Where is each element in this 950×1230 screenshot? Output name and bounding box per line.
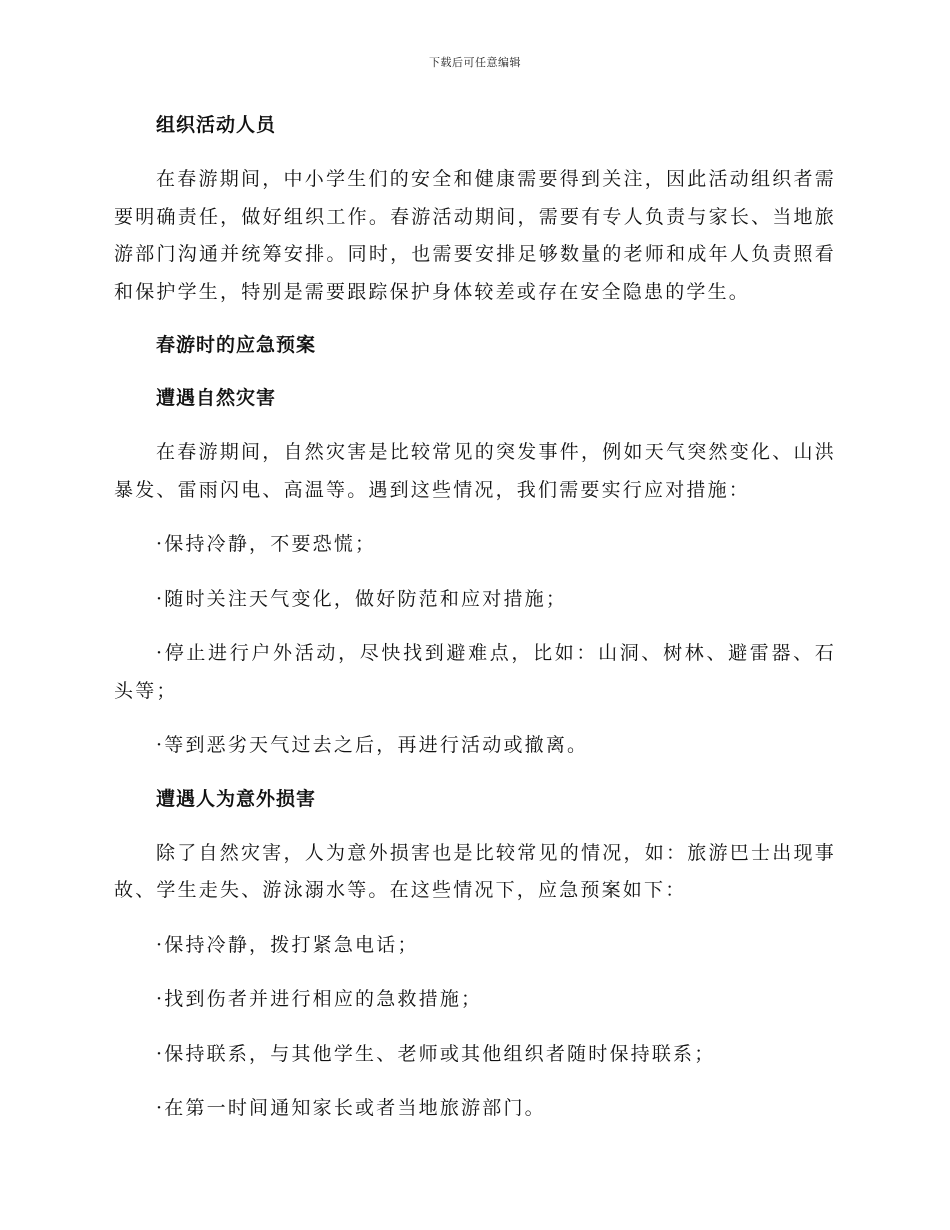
paragraph-human-accident: 除了自然灾害，人为意外损害也是比较常见的情况，如：旅游巴士出现事故、学生走失、游泳溺水等。在这些情况下，应急预案如下： xyxy=(114,841,836,901)
document-body xyxy=(114,108,836,1145)
list-item-natural-2: ·随时关注天气变化，做好防范和应对措施； xyxy=(156,587,568,610)
list-item-natural-3: ·停止进行户外活动，尽快找到避难点，比如：山洞、树林、避雷器、石头等； xyxy=(114,642,836,702)
paragraph-natural-disaster: 在春游期间，自然灾害是比较常见的突发事件，例如天气突然变化、山洪暴发、雷雨闪电、高温等。遇到这些情况，我们需要实行应对措施： xyxy=(114,441,836,501)
list-item-human-4: ·在第一时间通知家长或者当地旅游部门。 xyxy=(156,1097,546,1119)
paragraph-organizers: 在春游期间，中小学生们的安全和健康需要得到关注，因此活动组织者需要明确责任，做好组织工作。春游活动期间，需要有专人负责与家长、当地旅游部门沟通并统筹安排。同时，也需要安排足够数量的老师和成年人负责照看和保护学生，特别是需要跟踪保护身体较差或存在安全隐患的学生。 xyxy=(114,168,836,303)
list-item-human-1: ·保持冷静，拨打紧急电话； xyxy=(156,933,419,956)
list-item-natural-4: ·等到恶劣天气过去之后，再进行活动或撤离。 xyxy=(156,734,589,756)
list-item-natural-1: ·保持冷静，不要恐慌； xyxy=(156,533,377,555)
list-item-human-2: ·找到伤者并进行相应的急救措施； xyxy=(156,988,483,1010)
page-header: 下载后可任意编辑 xyxy=(429,56,521,69)
list-item-human-3: ·保持联系，与其他学生、老师或其他组织者随时保持联系； xyxy=(156,1042,716,1065)
section-heading-organizers: 组织活动人员 xyxy=(156,114,277,136)
section-heading-emergency-plan: 春游时的应急预案 xyxy=(156,334,317,356)
section-heading-human-accident: 遭遇人为意外损害 xyxy=(156,787,317,810)
section-heading-natural-disaster: 遭遇自然灾害 xyxy=(156,387,277,409)
